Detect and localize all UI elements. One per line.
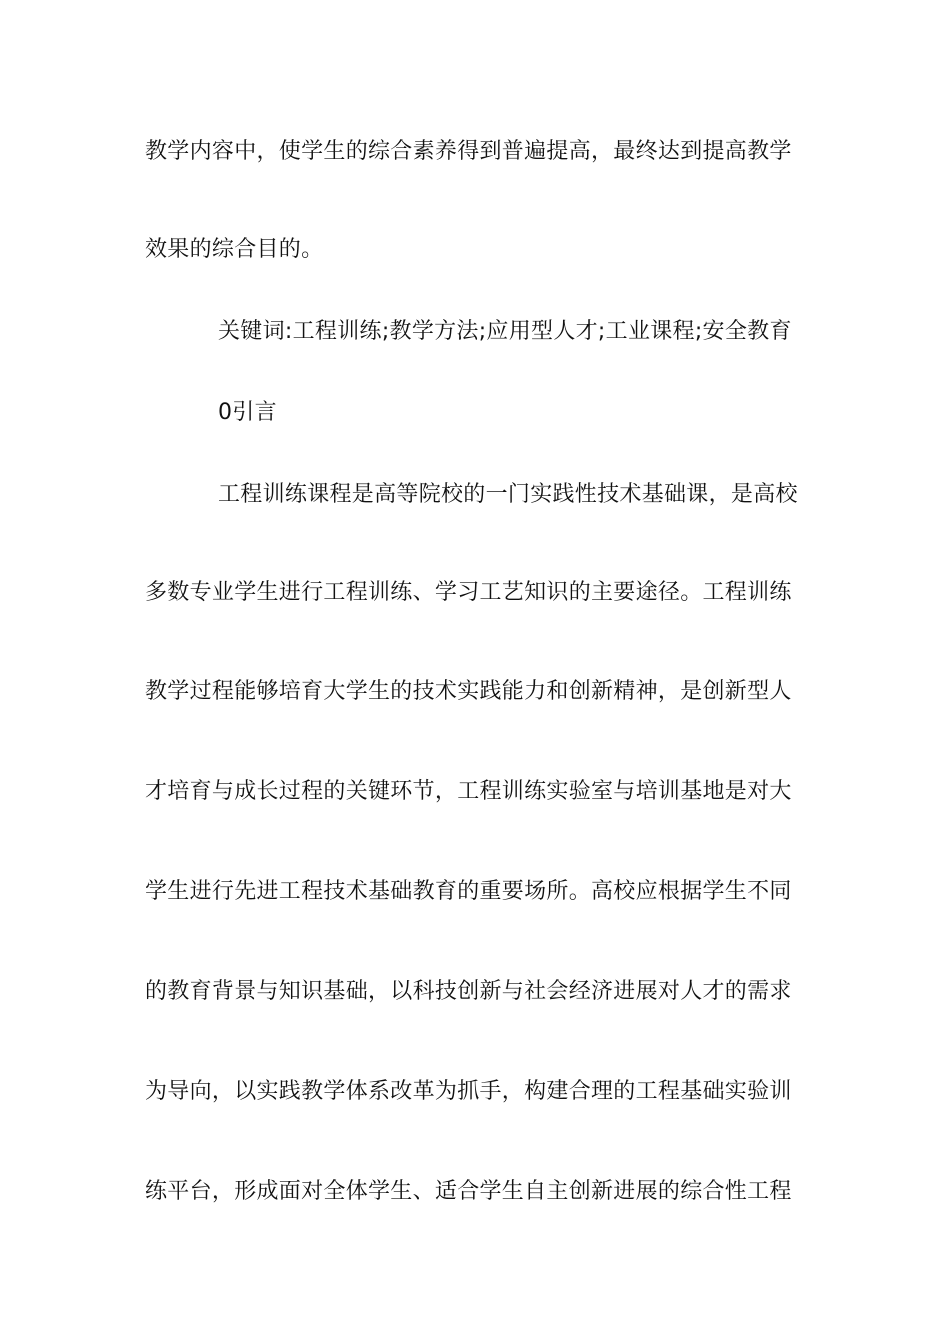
body-text-line: 为导向，以实践教学体系改革为抓手，构建合理的工程基础实验训 [145,1079,792,1104]
body-text-line: 学生进行先进工程技术基础教育的重要场所。高校应根据学生不同 [145,879,792,904]
body-text-line: 才培育与成长过程的关键环节，工程训练实验室与培训基地是对大 [145,779,792,804]
body-text-line: 效果的综合目的。 [145,237,324,262]
body-text-line: 工程训练课程是高等院校的一门实践性技术基础课，是高校 [218,482,798,507]
section-heading: 0引言 [218,400,277,425]
body-text-line: 教学过程能够培育大学生的技术实践能力和创新精神，是创新型人 [145,679,792,704]
body-text-line: 多数专业学生进行工程训练、学习工艺知识的主要途径。工程训练 [145,580,792,605]
body-text-line: 教学内容中，使学生的综合素养得到普遍提高，最终达到提高教学 [145,139,792,164]
body-text-line: 的教育背景与知识基础，以科技创新与社会经济进展对人才的需求 [145,979,792,1004]
body-text-line: 练平台，形成面对全体学生、适合学生自主创新进展的综合性工程 [145,1179,792,1204]
keywords-line: 关键词:工程训练;教学方法;应用型人才;工业课程;安全教育 [218,319,792,344]
